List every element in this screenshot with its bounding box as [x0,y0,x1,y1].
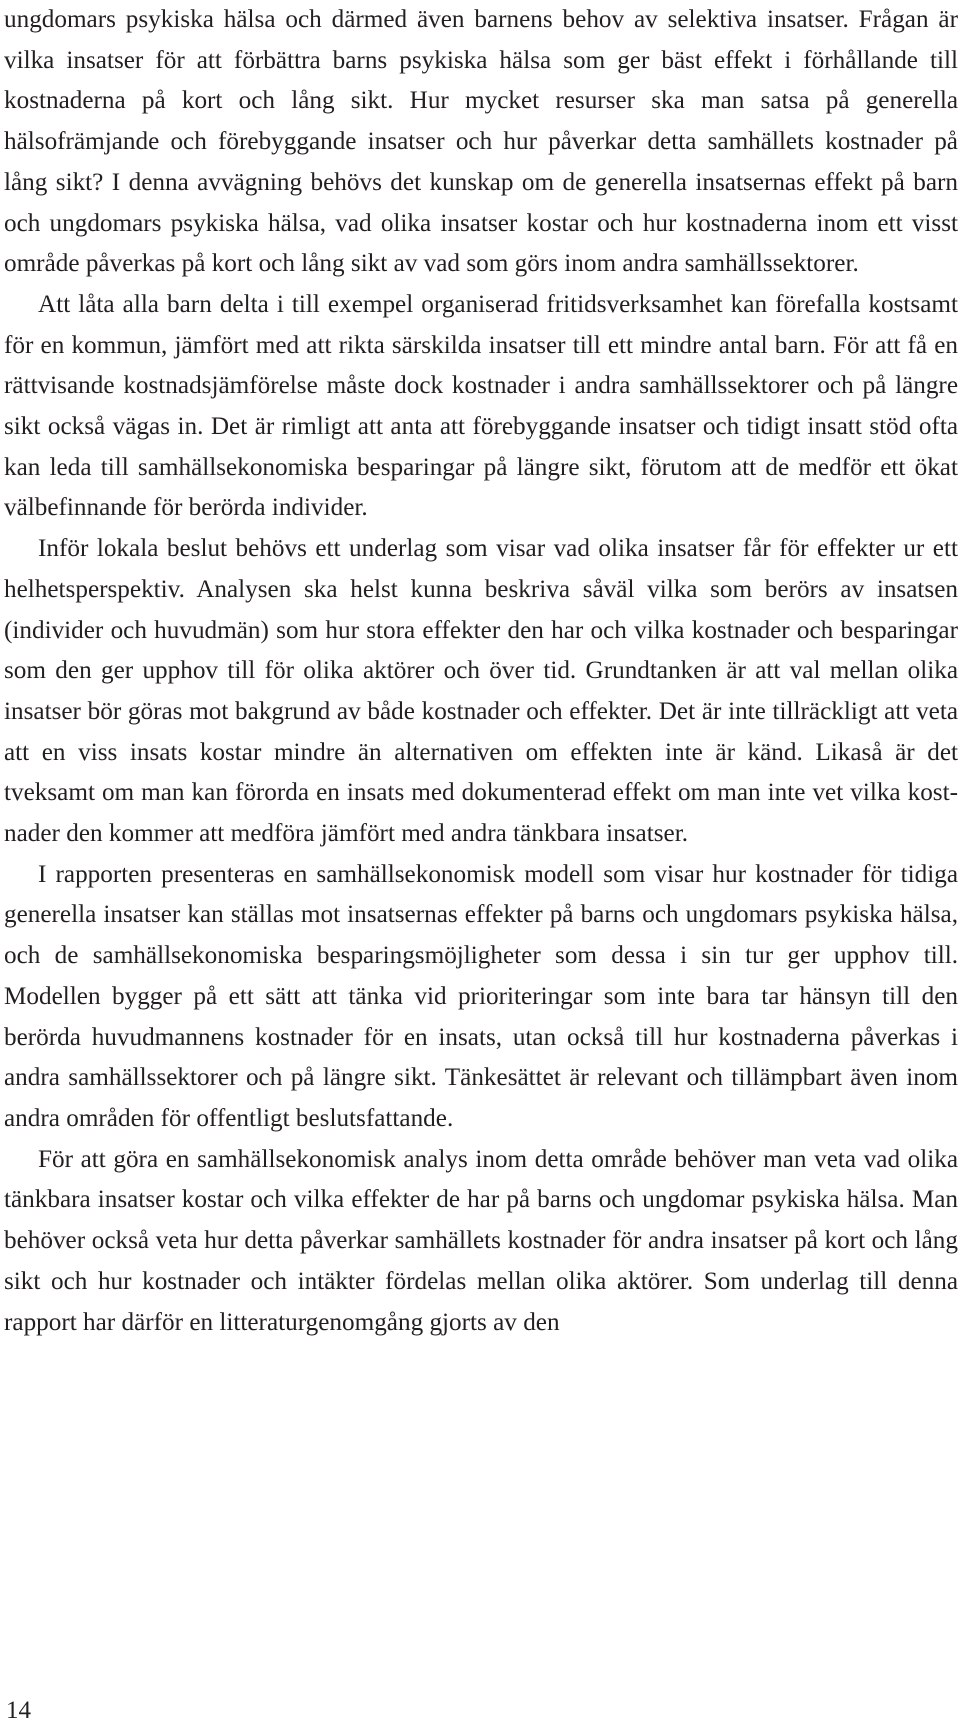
page-number: 14 [6,1697,31,1724]
paragraph-4: I rapporten presenteras en samhällsekonomisk modell som visar hur kostnader för tidiga generella insatser kan ställas mot insatsernas effekter på barns och ungdomars psykiska hälsa, och de samhällsekonomiska besparingsmöjligheter som dessa i sin tur ger upphov till. Modellen bygger på ett sätt att tänka vid prioriteringar som inte bara tar hänsyn till den berörda huvudmannens kostnader för en insats, utan också till hur kostnaderna påverkas i andra samhällssektorer och på längre sikt. Tänkesättet är relevant och tillämpbart även inom andra områden för offentligt beslutsfattande. [4,860,958,1132]
body-text [4,0,958,1343]
paragraph-1: ungdomars psykiska hälsa och därmed även barnens behov av selektiva insatser. Frågan är vilka insatser för att förbättra barns psykiska hälsa som ger bäst effekt i förhållande till kostnaderna på kort och lång sikt. Hur mycket resurser ska man satsa på generella hälsofrämjande och förebyggande insatser och hur påverkar detta samhällets kostnader på lång sikt? I denna avvägning behövs det kunskap om de generella insatsernas effekt på barn och ungdomars psykiska hälsa, vad olika insatser kostar och hur kostnaderna inom ett visst område påverkas på kort och lång sikt av vad som görs inom andra samhällssektorer. [4,6,958,278]
paragraph-3: Inför lokala beslut behövs ett underlag som visar vad olika insatser får för effekter ur ett helhetsperspektiv. Analysen ska helst kunna beskriva såväl vilka som berörs av insatsen (individer och huvudmän) som hur stora effekter den har och vilka kostnader och besparingar som den ger upphov till för olika aktörer och över tid. Grundtanken är att val mellan olika insatser bör göras mot bakgrund av både kostnader och effekter. Det är inte tillräckligt att veta att en viss insats kostar mindre än alternativen om effekten inte är känd. Likaså är det tveksamt om man kan förorda en insats med dokumenterad effekt om man inte vet vilka kostnader den kommer att medföra jämfört med andra tänkbara insatser. [4,535,958,848]
paragraph-2: Att låta alla barn delta i till exempel organiserad fritidsverksamhet kan förefalla kostsamt för en kommun, jämfört med att rikta särskilda insatser till ett mindre antal barn. För att få en rättvisande kostnadsjämförelse måste dock kostnader i andra samhällssektorer och på längre sikt också vägas in. Det är rimligt att anta att förebyggande insatser och tidigt insatt stöd ofta kan leda till samhällsekonomiska besparingar på längre sikt, förutom att de medför ett ökat välbefinnande för berörda individer. [4,290,958,522]
paragraph-5: För att göra en samhällsekonomisk analys inom detta område behöver man veta vad olika tänkbara insatser kostar och vilka effekter de har på barns och ungdomar psykiska hälsa. Man behöver också veta hur detta påverkar samhällets kostnader för andra insatser på kort och lång sikt och hur kostnader och intäkter fördelas mellan olika aktörer. Som underlag till denna rapport har därför en litteraturgenomgång gjorts av den [4,1145,958,1336]
